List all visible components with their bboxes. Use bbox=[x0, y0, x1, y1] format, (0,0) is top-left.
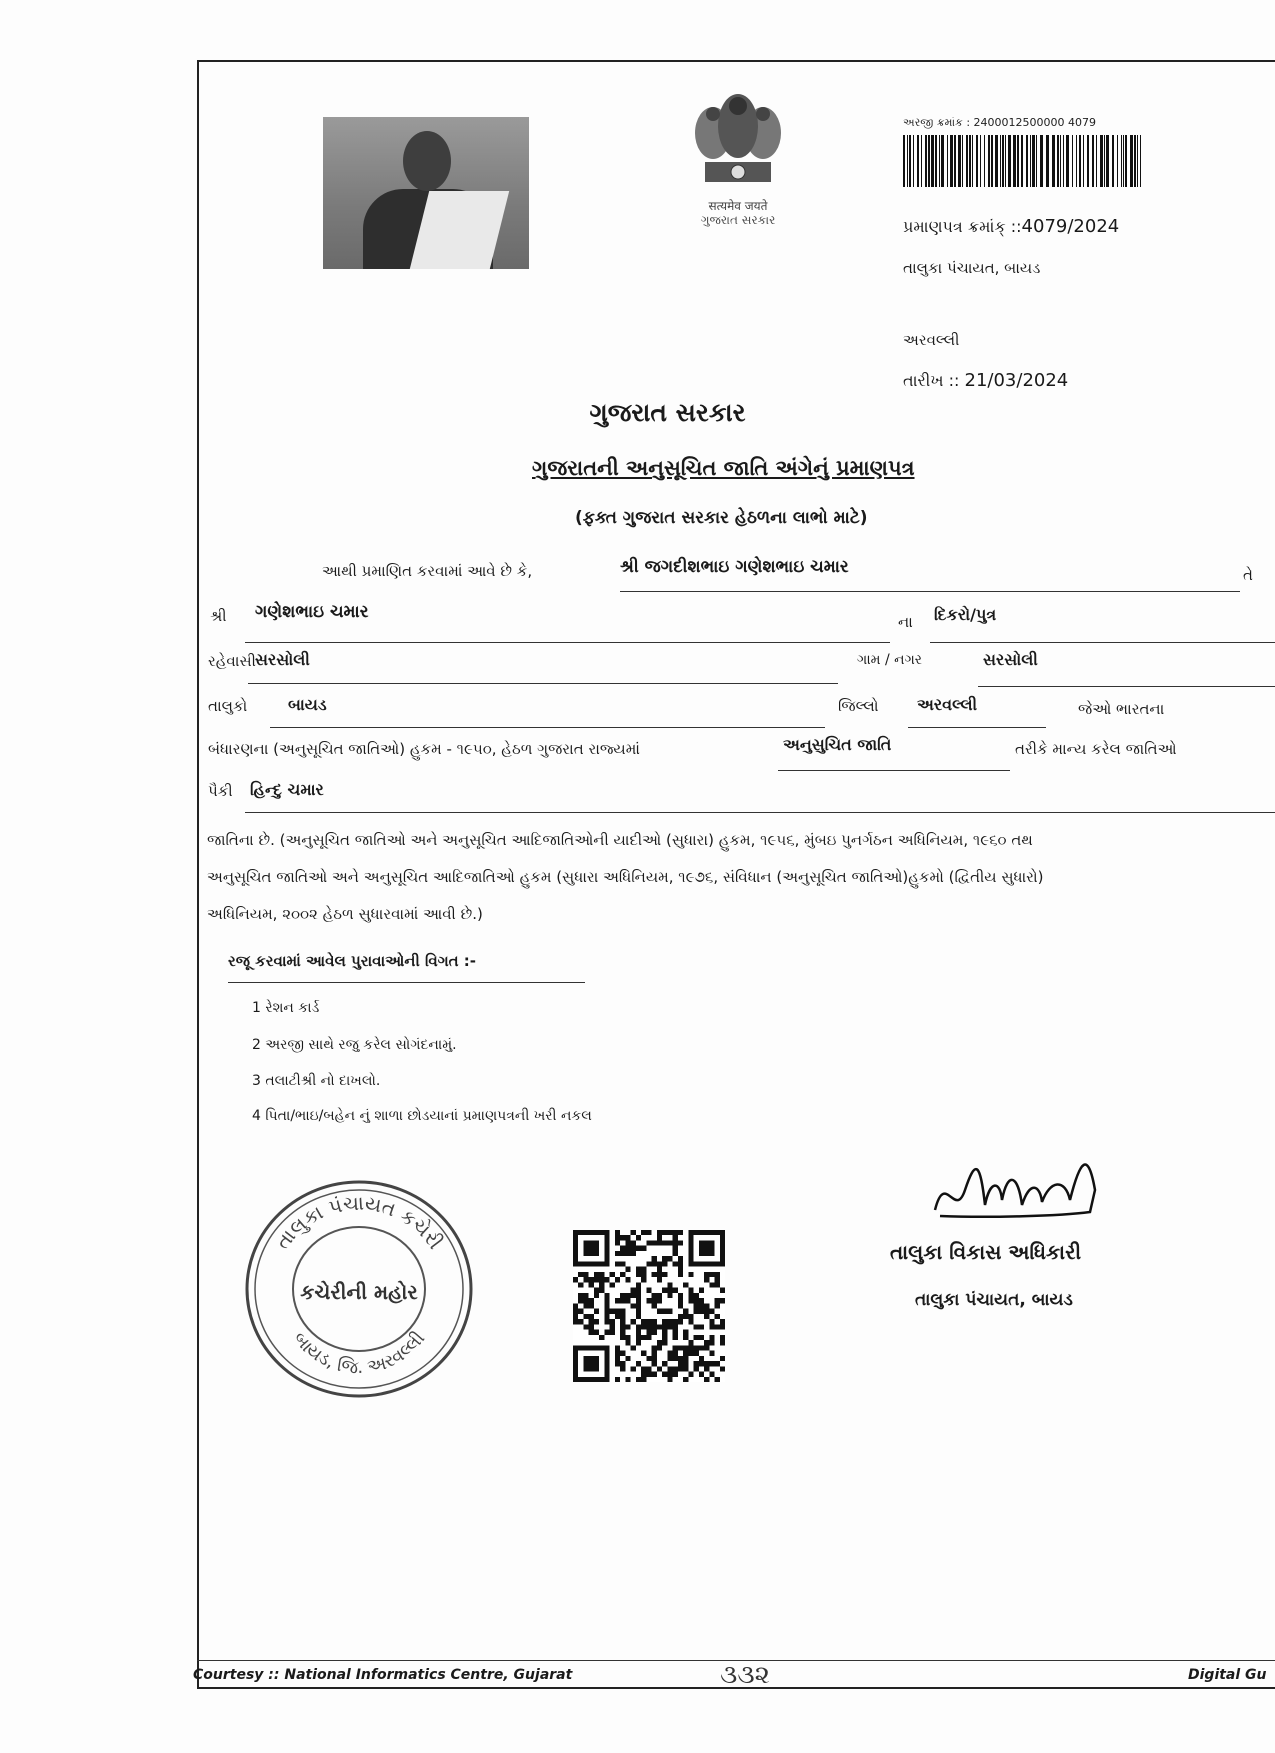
certificate-title: ગુજરાતની અનુસૂચિત જાતિ અંગેનું પ્રમાણપત્ર bbox=[532, 456, 915, 480]
svg-text:કચેરીની મહોર: કચેરીની મહોર bbox=[300, 1280, 418, 1304]
emblem-caption: ગુજરાત સરકાર bbox=[700, 213, 776, 227]
issue-date: તારીખ :: 21/03/2024 bbox=[903, 370, 1069, 391]
government-title: ગુજરાત સરકાર bbox=[589, 398, 746, 427]
district-label: જિલ્લો bbox=[838, 697, 879, 715]
issuing-district: અરવલ્લી bbox=[903, 331, 960, 349]
signature bbox=[930, 1150, 1100, 1232]
issuing-office: તાલુકા પંચાયત, બાયડ bbox=[903, 259, 1041, 277]
office-seal bbox=[243, 1178, 475, 1400]
emblem-motto: सत्यमेव जयते bbox=[708, 199, 768, 213]
constitution-label: બંધારણના (અનુસૂચિત જાતિઓ) હુકમ - ૧૯૫૦, હેઠળ ગુજરાત રાજ્યમાં bbox=[208, 740, 640, 758]
signatory-title: તાલુકા વિકાસ અધિકારી bbox=[890, 1240, 1082, 1264]
handwritten-number: ૩૩૨ bbox=[720, 1660, 770, 1690]
svg-text:તાલુકા પંચાયત કચેરી: તાલુકા પંચાયત કચેરી bbox=[270, 1190, 448, 1254]
barcode bbox=[903, 135, 1145, 187]
village-value: સરસોલી bbox=[983, 650, 1038, 669]
footer-digital: Digital Gu bbox=[1188, 1667, 1267, 1683]
na-label: ના bbox=[898, 613, 913, 631]
district-value: અરવલ્લી bbox=[917, 695, 978, 714]
svg-text:બાયડ, જિ. અરવલ્લી: બાયડ, જિ. અરવલ્લી bbox=[288, 1327, 430, 1379]
evidence-item: 1 રેશન કાર્ડ bbox=[252, 1000, 320, 1016]
intro-label: આથી પ્રમાણિત કરવામાં આવે છે કે, bbox=[322, 562, 533, 580]
evidence-item: 3 તલાટીશ્રી નો દાખલો. bbox=[252, 1073, 381, 1089]
resident-value: સરસોલી bbox=[255, 650, 310, 669]
applicant-photo bbox=[323, 117, 529, 269]
caste-category: અનુસુચિત જાતિ bbox=[783, 735, 892, 754]
resident-label: રહેવાસી bbox=[208, 652, 256, 670]
footer-courtesy: Courtesy :: National Informatics Centre, Gujarat bbox=[193, 1667, 573, 1683]
qr-code bbox=[573, 1230, 725, 1382]
evidence-heading: રજૂ કરવામાં આવેલ પુરાવાઓની વિગત :- bbox=[228, 952, 477, 970]
shri-label: શ્રી bbox=[210, 607, 227, 625]
legal-paragraph: જાતિના છે. (અનુસૂચિત જાતિઓ અને અનુસૂચિત આદિજાતિઓની યાદીઓ (સુધારા) હુકમ, ૧૯૫૬, મુંબઇ પુનર્ગઠન અધિનિયમ, ૧૯૬૦ તથ અનુસૂચિત જાતિઓ અને અનુસૂચિત આદિજાતિઓ હુકમ (સુધારા અધિનિયમ, ૧૯૭૬, સંવિધાન (અનુસૂચિત જાતિઓ)હુકમો (દ્વિતીય સુધારો) અધિનિયમ, ૨૦૦૨ હેઠળ સુધારવામાં આવી છે.) bbox=[207, 831, 1044, 923]
relation: દિકરો/પુત્ર bbox=[934, 605, 997, 624]
te-label: તે bbox=[1243, 566, 1253, 584]
evidence-item: 4 પિતા/ભાઇ/બહેન નું શાળા છોડયાનાં પ્રમાણપત્રની ખરી નકલ bbox=[252, 1108, 592, 1124]
certificate-number: પ્રમાણપત્ર ક્રમાંક્ ::4079/2024 bbox=[903, 216, 1120, 237]
certificate-subtitle: (ફક્ત ગુજરાત સરકાર હેઠળના લાભો માટે) bbox=[575, 508, 868, 528]
village-label: ગામ / નગર bbox=[857, 652, 923, 668]
among-label: પૈકી bbox=[208, 782, 233, 800]
taluka-value: બાયડ bbox=[288, 695, 327, 714]
india-label: જેઓ ભારતના bbox=[1078, 700, 1165, 718]
father-name: ગણેશભાઇ ચમાર bbox=[255, 602, 369, 622]
recognized-label: તરીકે માન્ય કરેલ જાતિઓ bbox=[1015, 740, 1177, 758]
caste-value: હિન્દુ ચમાર bbox=[250, 780, 324, 799]
application-number: અરજી ક્રમાંક : 2400012500000 4079 bbox=[903, 116, 1097, 129]
signatory-place: તાલુકા પંચાયત, બાયડ bbox=[915, 1290, 1073, 1310]
national-emblem-icon bbox=[683, 88, 793, 188]
evidence-item: 2 અરજી સાથે રજુ કરેલ સોગંદનામું. bbox=[252, 1037, 457, 1053]
taluka-label: તાલુકો bbox=[208, 697, 248, 715]
applicant-name: શ્રી જગદીશભાઇ ગણેશભાઇ ચમાર bbox=[620, 557, 849, 577]
